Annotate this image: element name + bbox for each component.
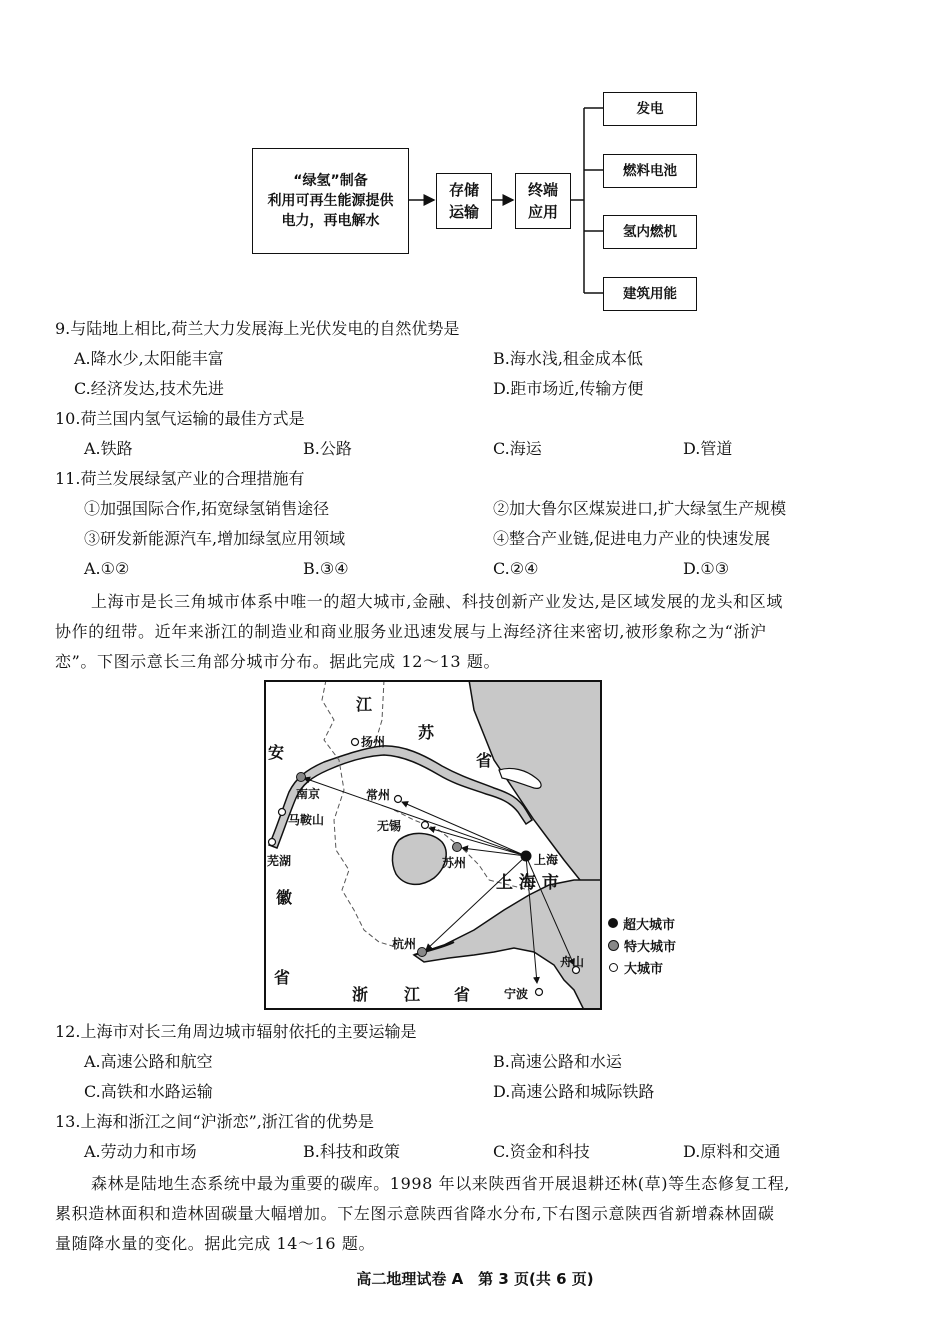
legend-large-label: 大城市 [624,961,664,977]
q11-item-4: ④整合产业链,促进电力产业的快速发展 [493,529,771,548]
q9-option-b[interactable]: B.海水浅,租金成本低 [493,349,643,368]
q9-stem: 9.与陆地上相比,荷兰大力发展海上光伏发电的自然优势是 [55,319,460,338]
app-label-power: 发电 [636,100,664,117]
legend-row-large-city [608,956,676,978]
city-label-suzhou: 苏州 [442,856,467,870]
passage2-line3: 恋”。下图示意长三角部分城市分布。据此完成 12～13 题。 [55,652,501,671]
q13-option-a[interactable]: A.劳动力和市场 [84,1142,197,1161]
city-marker-yangzhou [352,739,359,746]
city-label-wuxi: 无锡 [377,819,402,833]
city-marker-wuhu [269,839,276,846]
q11-option-a[interactable]: A.①② [84,559,130,578]
q12-option-b[interactable]: B.高速公路和水运 [493,1052,622,1071]
application-label: 应用 [527,203,558,221]
q10-stem: 10.荷兰国内氢气运输的最佳方式是 [55,409,305,428]
q11-option-c[interactable]: C.②④ [493,559,539,578]
passage-yangtze-delta [55,587,897,677]
province-label-shanghai: 上 海 市 [496,873,559,893]
q12-stem: 12.上海市对长三角周边城市辐射依托的主要运输是 [55,1022,417,1041]
city-label-shanghai: 上海 [534,853,559,867]
map-legend [608,912,676,978]
q11-option-d[interactable]: D.①③ [683,559,730,578]
q12-option-a[interactable]: A.高速公路和航空 [84,1052,213,1071]
legend-row-super-large-city [608,934,676,956]
legend-row-megacity [608,912,676,934]
legend-megacity-icon [608,918,618,928]
city-marker-nanjing [297,773,306,782]
q11-item-1: ①加强国际合作,拓宽绿氢销售途径 [84,499,330,518]
app-label-building-energy: 建筑用能 [623,285,677,302]
legend-super-large-label: 特大城市 [624,939,677,955]
province-label-jiang: 江 [356,695,373,714]
yangtze-delta-map [264,680,602,1010]
city-marker-changzhou [395,796,402,803]
passage2-line1: 上海市是长三角城市体系中唯一的超大城市,金融、科技创新产业发达,是区域发展的龙头和区域 [91,592,783,611]
province-label-sheng-anhui: 省 [274,968,291,987]
passage3-line2: 累积造林面积和造林固碳量大幅增加。下左图示意陕西省降水分布,下右图示意陕西省新增森林固碳 [55,1204,775,1223]
city-label-ningbo: 宁波 [504,987,529,1001]
city-label-changzhou: 常州 [366,788,391,802]
province-label-jiang-zhejiang: 江 [404,985,421,1004]
passage3-line1: 森林是陆地生态系统中最为重要的碳库。1998 年以来陕西省开展退耕还林(草)等生态修复工程, [91,1174,790,1193]
passage-shaanxi-forest [55,1169,897,1259]
transport-label: 运输 [448,203,479,221]
legend-super-large-icon [608,940,619,951]
q12-option-d[interactable]: D.高速公路和城际铁路 [493,1082,655,1101]
q9-option-a[interactable]: A.降水少,太阳能丰富 [74,349,224,368]
city-marker-wuxi [422,822,429,829]
city-label-zhoushan: 舟山 [560,955,585,969]
q9-option-c[interactable]: C.经济发达,技术先进 [74,379,224,398]
province-label-an: 安 [268,743,285,762]
city-marker-hangzhou [418,948,427,957]
q13-option-b[interactable]: B.科技和政策 [303,1142,400,1161]
province-label-zhe: 浙 [352,985,369,1004]
green-hydrogen-desc1: 利用可再生能源提供 [267,193,394,209]
app-label-hydrogen-engine: 氢内燃机 [623,223,677,240]
province-label-su: 苏 [418,723,435,742]
city-label-maanshan: 马鞍山 [288,813,325,827]
city-marker-maanshan [279,809,286,816]
q10-option-b[interactable]: B.公路 [303,439,352,458]
passage2-line2: 协作的纽带。近年来浙江的制造业和商业服务业迅速发展与上海经济往来密切,被形象称之为“浙沪 [55,622,767,641]
q10-option-c[interactable]: C.海运 [493,439,542,458]
app-label-fuel-cell: 燃料电池 [623,162,677,179]
page-footer: 高二地理试卷 A 第 3 页(共 6 页) [356,1270,594,1288]
q13-option-c[interactable]: C.资金和科技 [493,1142,590,1161]
q13-stem: 13.上海和浙江之间“沪浙恋”,浙江省的优势是 [55,1112,374,1131]
q9-option-d[interactable]: D.距市场近,传输方便 [493,379,644,398]
city-marker-suzhou [453,843,462,852]
q11-option-b[interactable]: B.③④ [303,559,349,578]
city-label-nanjing: 南京 [296,787,321,801]
city-marker-ningbo [536,989,543,996]
terminal-label: 终端 [527,181,558,199]
province-label-sheng-jiangsu: 省 [476,751,493,770]
storage-label: 存储 [448,181,479,199]
city-label-yangzhou: 扬州 [361,735,386,749]
province-label-hui: 徽 [276,888,293,907]
q11-item-3: ③研发新能源汽车,增加绿氢应用领域 [84,529,346,548]
q10-option-d[interactable]: D.管道 [683,439,733,458]
passage3-line3: 量随降水量的变化。据此完成 14～16 题。 [55,1234,376,1253]
city-marker-shanghai [521,851,532,862]
flowchart-connectors [0,0,950,330]
city-label-hangzhou: 杭州 [392,937,417,951]
q11-stem: 11.荷兰发展绿氢产业的合理措施有 [55,469,305,488]
city-label-wuhu: 芜湖 [267,854,292,868]
q13-option-d[interactable]: D.原料和交通 [683,1142,781,1161]
green-hydrogen-desc2: 电力，再电解水 [281,213,380,229]
q12-option-c[interactable]: C.高铁和水路运输 [84,1082,213,1101]
province-label-sheng-zhejiang: 省 [454,985,471,1004]
q11-item-2: ②加大鲁尔区煤炭进口,扩大绿氢生产规模 [493,499,787,518]
legend-large-icon [609,963,618,972]
q10-option-a[interactable]: A.铁路 [84,439,133,458]
green-hydrogen-title: “绿氢”制备 [293,173,368,189]
legend-megacity-label: 超大城市 [623,917,676,933]
